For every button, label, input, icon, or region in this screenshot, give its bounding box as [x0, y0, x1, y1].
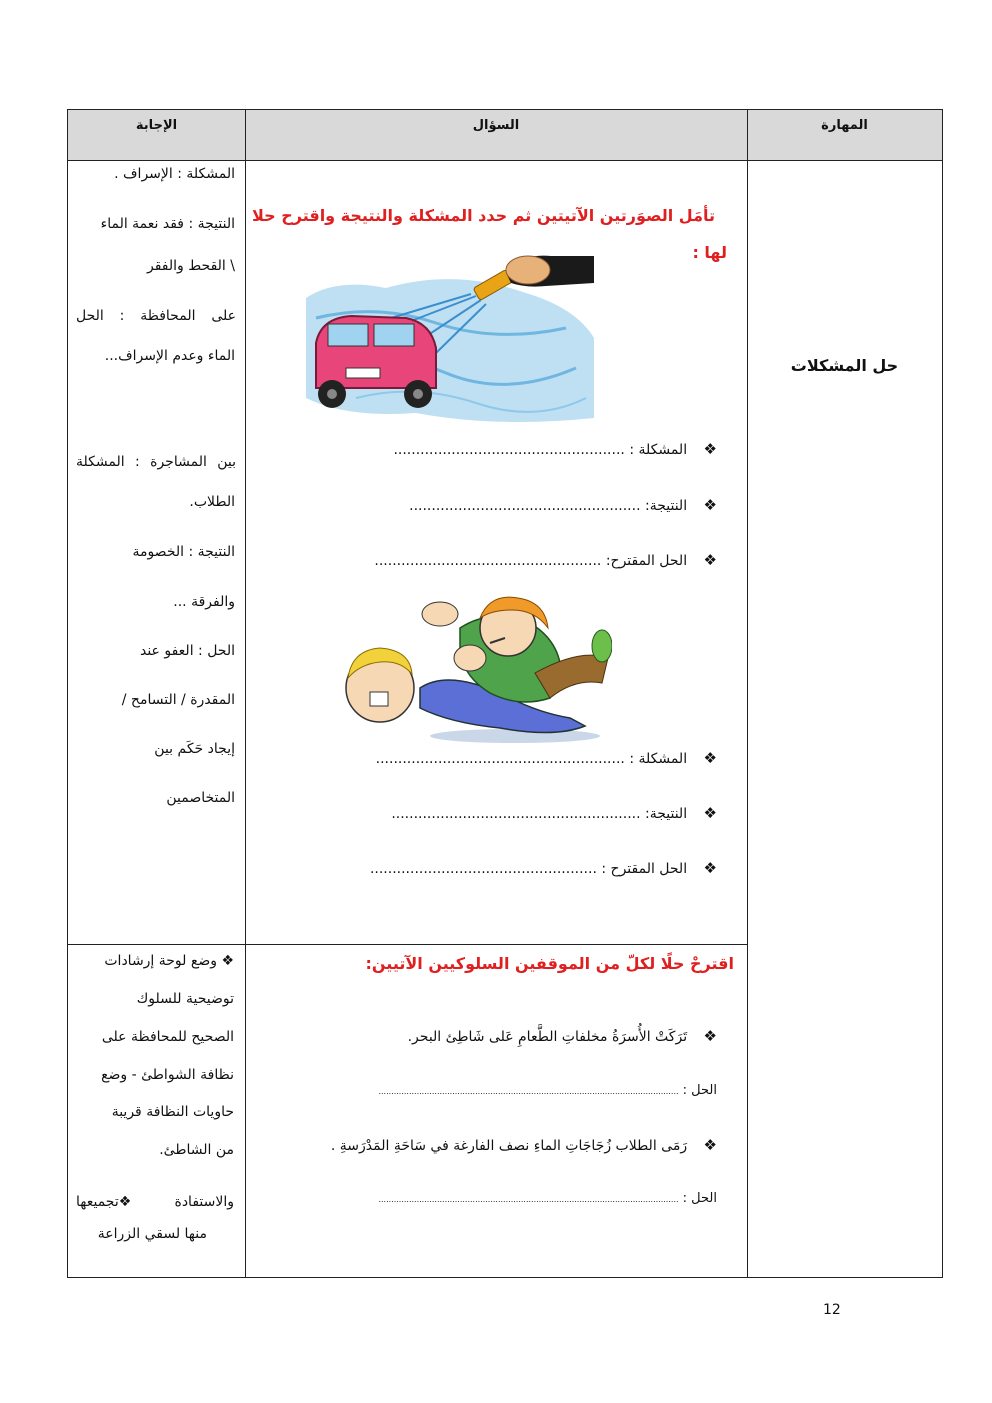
solution-line	[374, 551, 717, 569]
problem-line	[393, 440, 717, 458]
diamond-bullet-icon: ❖	[703, 551, 717, 569]
solution-row-2	[378, 1191, 717, 1206]
answer-blank[interactable]: ....................................................	[409, 498, 641, 514]
problem-label: المشكلة :	[629, 751, 688, 767]
answer-word: المحافظة	[140, 308, 196, 324]
answer-line: منها لسقي الزراعة	[97, 1226, 207, 1242]
answer-line: ❖ وضع لوحة إرشادات	[104, 953, 234, 969]
answer-word: :	[135, 454, 140, 470]
solution-label: الحل المقترح :	[601, 861, 688, 877]
car-washing-illustration	[296, 248, 596, 428]
answer-blank[interactable]: ......................................................................................................................	[378, 1087, 679, 1096]
answer-word: المشكلة	[76, 454, 125, 470]
answer-word: المشاجرة	[150, 454, 207, 470]
solution-label: الحل :	[682, 1083, 717, 1098]
answer-line: الحل : العفو عند	[139, 643, 235, 659]
answer-line	[76, 454, 236, 470]
diamond-bullet-icon: ❖	[703, 496, 717, 514]
result-label: النتيجة:	[645, 806, 688, 822]
answer-line: إيجاد حَكَم بين	[154, 741, 235, 757]
answer-blank[interactable]: ....................................................	[393, 442, 625, 458]
answer-line	[76, 308, 236, 324]
diamond-bullet-icon: ❖	[703, 1027, 717, 1045]
solution-row-1	[378, 1083, 717, 1098]
answer-line: المتخاصمين	[166, 790, 235, 806]
diamond-bullet-icon: ❖	[703, 749, 717, 767]
header-answer: الإجابة	[135, 118, 178, 133]
answer-line: المشكلة : الإسراف .	[114, 166, 235, 182]
skill-label: حل المشكلات	[790, 356, 899, 375]
result-label: النتيجة:	[645, 498, 688, 514]
situation-2: ❖ رَمَى الطلاب زُجَاجَاتِ الماءِ نصف الفارغة في سَاحَةِ المَدْرَسةِ .	[330, 1136, 717, 1154]
answer-word: بين	[217, 454, 236, 470]
problem-label: المشكلة :	[629, 442, 688, 458]
header-question: السؤال	[472, 118, 520, 133]
answer-line: الصحيح للمحافظة على	[101, 1029, 234, 1045]
answer-line: المقدرة / التسامح /	[121, 692, 235, 708]
answer-line: من الشاطئ.	[159, 1142, 234, 1158]
answer-word: والاستفادة	[174, 1194, 234, 1210]
answer-line: النتيجة : الخصومة	[132, 544, 235, 560]
problem-line-2	[376, 749, 717, 767]
header-skill: المهارة	[821, 118, 868, 133]
solution-label: الحل المقترح:	[605, 553, 688, 569]
answer-blank[interactable]: ...................................................	[369, 861, 597, 877]
diamond-bullet-icon: ❖	[703, 804, 717, 822]
answer-line: نظافة الشواطئ - وضع	[101, 1067, 234, 1083]
solution-line-2	[370, 859, 717, 877]
solution-label: الحل :	[682, 1191, 717, 1206]
answer-word: على	[211, 308, 236, 324]
answer-line: النتيجة : فقد نعمة الماء	[100, 216, 235, 232]
answer-word: تجميعها	[76, 1194, 119, 1210]
answer-blank[interactable]: ........................................................	[391, 806, 641, 822]
answer-line: والفرقة ...	[173, 594, 235, 610]
answer-blank[interactable]: ........................................................	[375, 751, 625, 767]
answer-line: \ القحط والفقر	[147, 258, 235, 274]
result-line	[409, 496, 717, 514]
diamond-bullet-icon: ❖	[703, 440, 717, 458]
answer-blank[interactable]: ......................................................................................................................	[378, 1195, 679, 1204]
kids-fighting-illustration	[340, 588, 612, 744]
answer-word: :	[119, 308, 125, 324]
answer-blank[interactable]: ...................................................	[374, 553, 602, 569]
answer-word: الحل	[76, 308, 104, 324]
question-title: تأمَل الصوَرتين الآتيتين ثم حدد المشكلة والنتيجة واقترح حلا	[251, 206, 715, 225]
answer-line: الماء وعدم الإسراف...	[104, 348, 235, 364]
question-title-cont: لها :	[692, 243, 727, 262]
answer-line	[76, 1194, 234, 1210]
page-number: 12	[823, 1302, 841, 1318]
result-line-2	[391, 804, 717, 822]
diamond-bullet-icon: ❖	[703, 859, 717, 877]
answer-line: حاويات النظافة قريبة	[111, 1104, 234, 1120]
answer-line: توضيحية للسلوك	[136, 991, 234, 1007]
question-title: اقترحْ حلًا لكلّ من الموقفين السلوكيين الآتيين:	[365, 954, 734, 973]
diamond-bullet-icon: ❖	[118, 1194, 132, 1210]
diamond-bullet-icon: ❖	[221, 953, 234, 969]
diamond-bullet-icon: ❖	[703, 1136, 717, 1154]
answer-line: الطلاب.	[189, 494, 235, 510]
situation-1: ❖ تَرَكَتْ الأُسرَةُ مخلفاتِ الطَّعامِ عَلى شَاطِئ البحر.	[407, 1027, 717, 1045]
